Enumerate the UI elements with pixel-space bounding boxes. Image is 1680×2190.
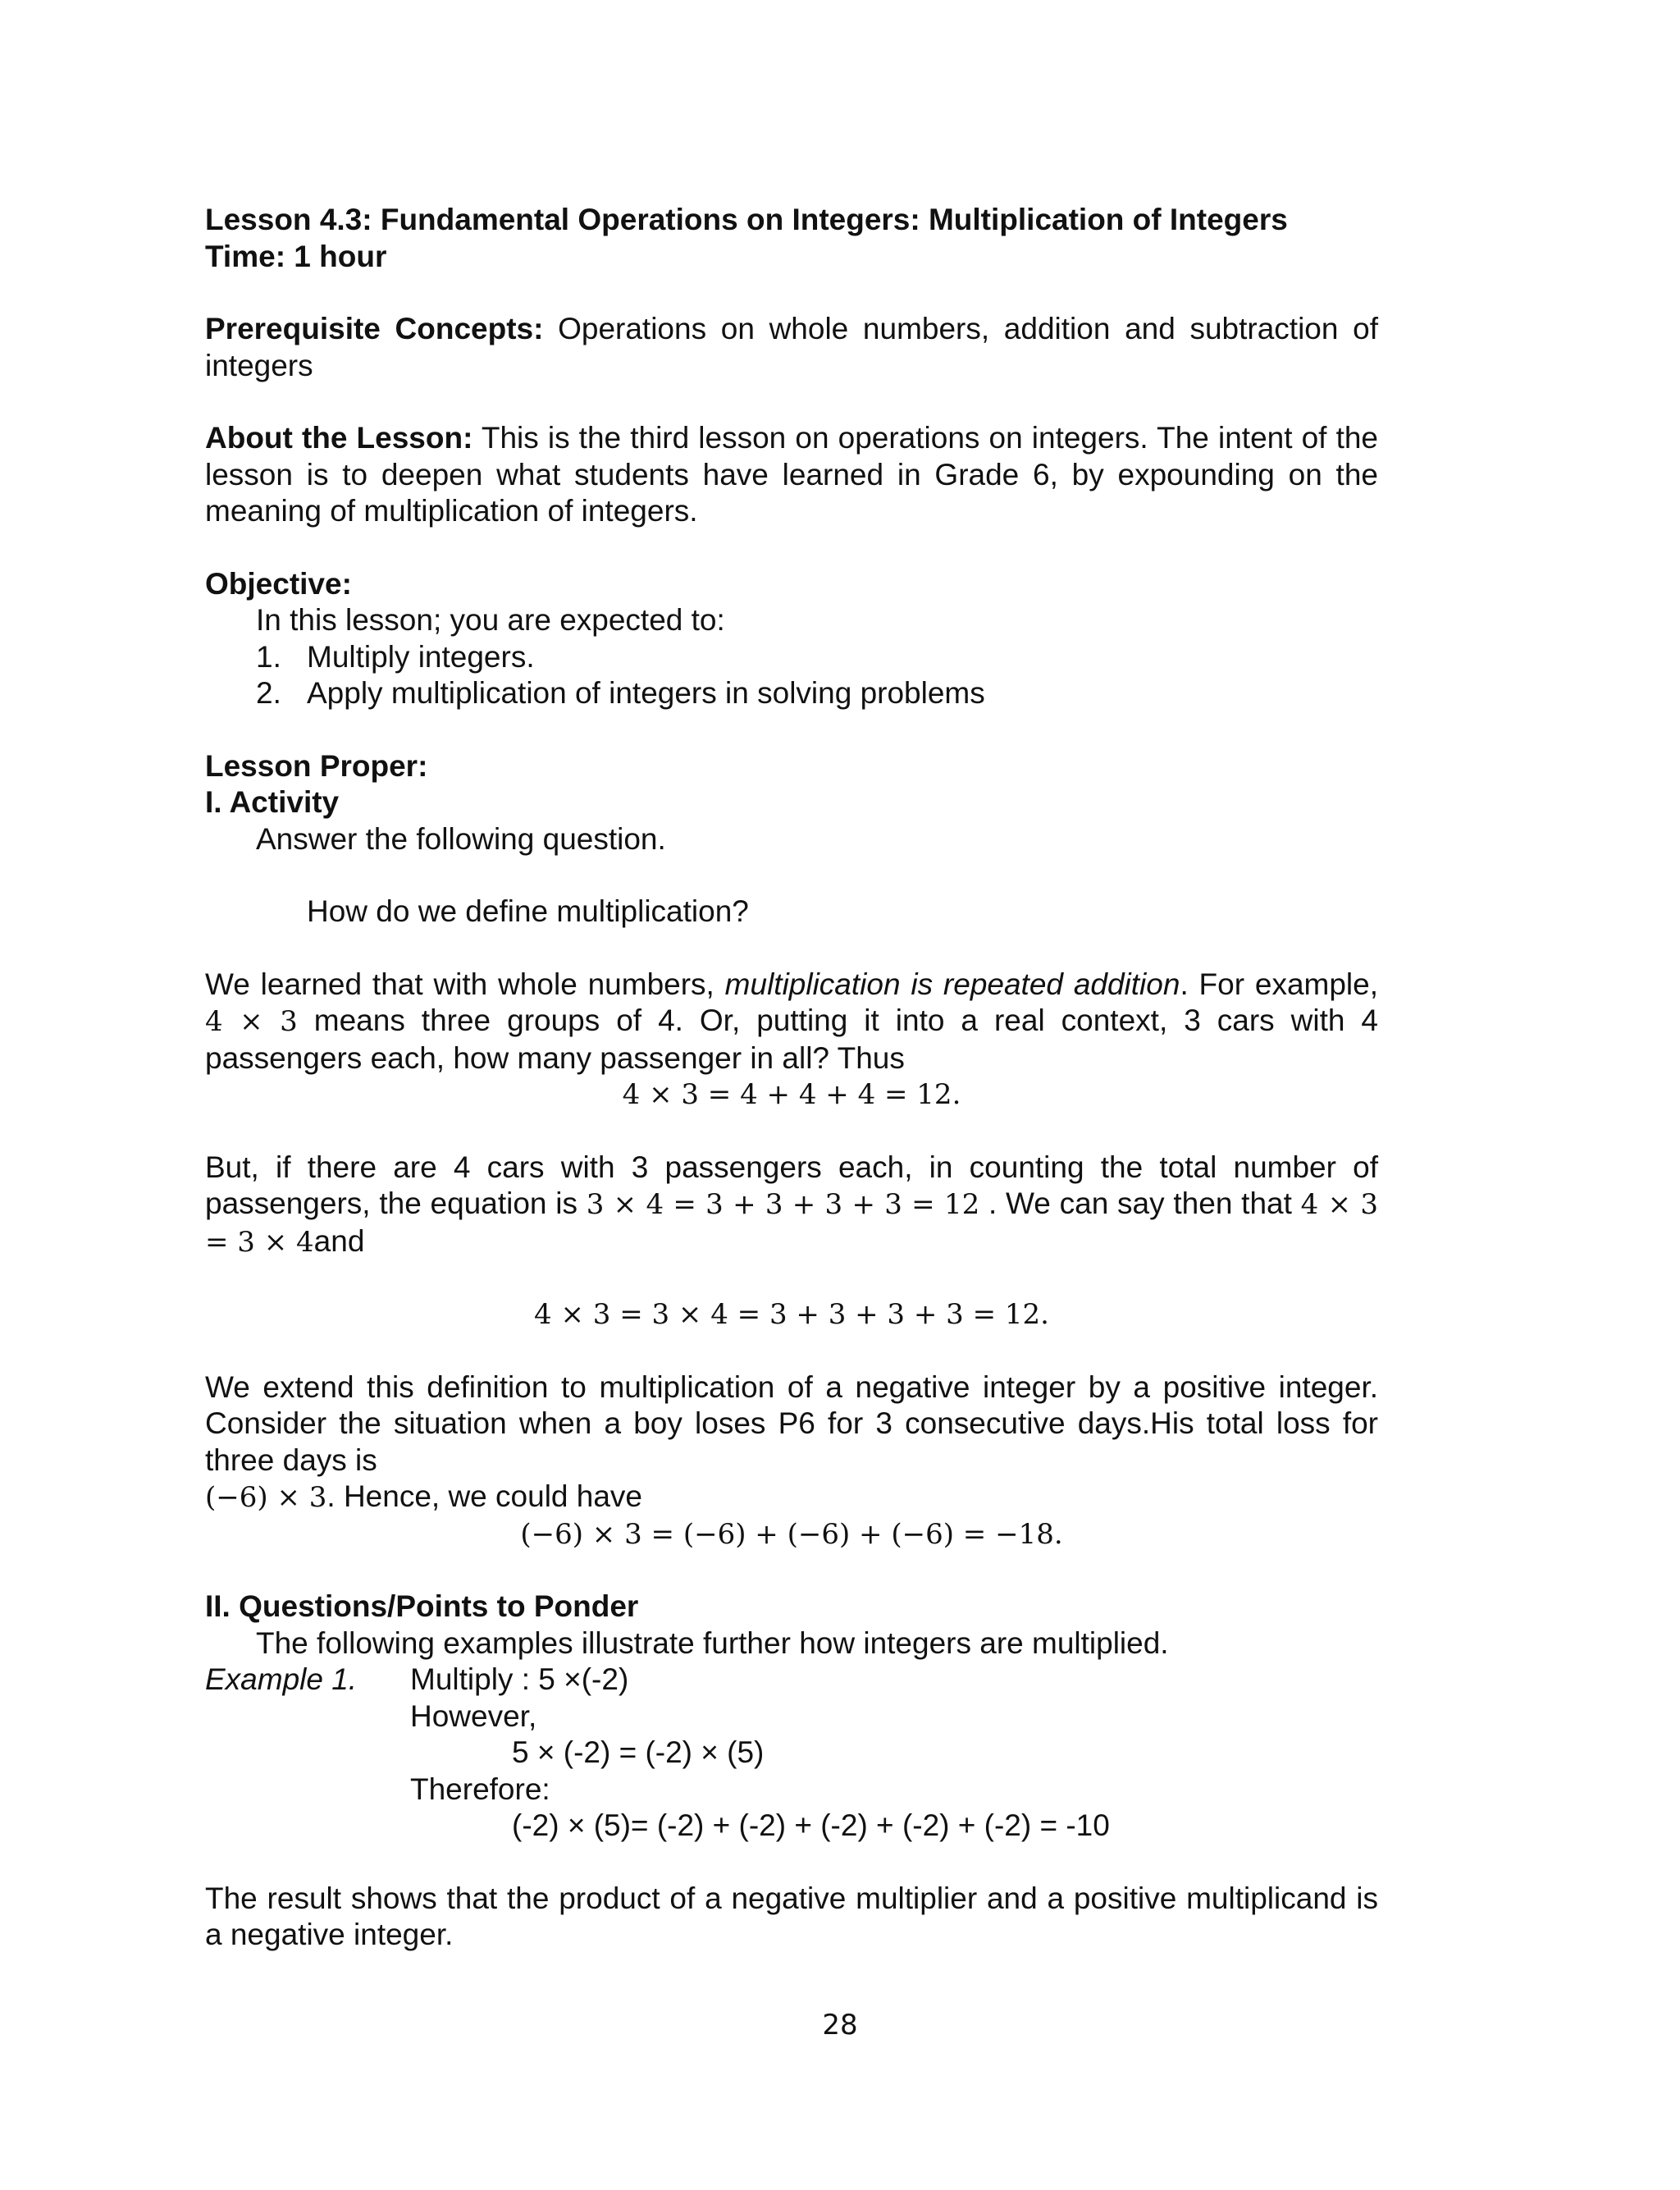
equation-1: 4 × 3 = 4 + 4 + 4 = 12. [622,1078,961,1111]
example-equation-b: (-2) × (5)= (-2) + (-2) + (-2) + (-2) + (-2) = -10 [512,1808,1110,1842]
about-label: About the Lesson: [205,421,473,455]
paragraph-text: We learned that with whole numbers, [205,967,725,1001]
lesson-title: Lesson 4.3: Fundamental Operations on Integers: Multiplication of Integers [205,203,1288,236]
equation-2: 4 × 3 = 3 × 4 = 3 + 3 + 3 + 3 = 12. [534,1298,1049,1331]
however-text: However, [410,1699,537,1733]
hence-paragraph [205,1479,1378,1516]
list-item-text: Multiply integers. [307,639,535,674]
conclusion-paragraph: The result shows that the product of a negative multiplier and a positive multiplicand is a negative integer. [205,1881,1378,1951]
prerequisite-text: Operations on whole numbers, addition and subtraction of integers [205,312,1378,382]
questions-intro: The following examples illustrate further how integers are multiplied. [256,1625,1169,1660]
equation-3: (−6) × 3 = (−6) + (−6) + (−6) = −18. [520,1517,1063,1551]
example-row [205,1662,1378,1699]
repeated-addition-paragraph [205,967,1378,1077]
math-inline: 4 × 3 [205,1005,298,1038]
list-item [256,675,1378,712]
italic-definition: multiplication is repeated addition [724,967,1180,1001]
page-number: 28 [822,2009,858,2041]
activity-question: How do we define multiplication? [307,894,749,928]
objective-intro: In this lesson; you are expected to: [256,603,725,637]
example-task: Multiply : 5 ×(-2) [410,1662,629,1696]
activity-heading: I. Activity [205,785,340,819]
negative-extension-paragraph: We extend this definition to multiplication of a negative integer by a positive integer. Consider the situation when a boy loses P6 for 3 consecutive days.His total loss for three days is [205,1369,1378,1477]
example-label: Example 1. [205,1662,358,1696]
commutative-paragraph [205,1150,1378,1261]
prerequisite-label: Prerequisite Concepts: [205,312,544,345]
example-equation-a: 5 × (-2) = (-2) × (5) [512,1735,765,1769]
about-text: This is the third lesson on operations on integers. The intent of the lesson is to deepen what students have learned in Grade 6, by expounding on the meaning of multiplication of integers. [205,421,1379,528]
therefore-text: Therefore: [410,1772,550,1806]
lesson-proper-heading: Lesson Proper: [205,748,428,783]
paragraph-text: . We can say then that [979,1186,1301,1220]
lesson-time: Time: 1 hour [205,239,387,273]
paragraph-text: But, if there are 4 cars with 3 passengers each, in counting the total number of passengers, the equation is [205,1150,1378,1220]
math-inline: 4 × 3 = 3 × 4 [205,1188,1378,1259]
list-item [256,639,1378,676]
document-page [205,202,1378,1954]
objective-heading: Objective: [205,566,352,601]
math-inline: 3 × 4 = 3 + 3 + 3 + 3 = 12 [586,1188,980,1221]
list-item-text: Apply multiplication of integers in solving problems [307,676,985,710]
questions-heading: II. Questions/Points to Ponder [205,1589,639,1623]
prerequisite-paragraph [205,311,1378,384]
list-item-number: 1. [256,639,281,674]
math-inline: (−6) × 3 [205,1481,327,1514]
paragraph-text: . Hence, we could have [326,1479,643,1513]
activity-instruction: Answer the following question. [256,821,666,856]
list-item-number: 2. [256,676,281,710]
objective-list [205,639,1378,712]
paragraph-text: and [313,1223,365,1258]
about-paragraph [205,420,1378,530]
paragraph-text: means three groups of 4. Or, putting it into a real context, 3 cars with 4 passengers each, how many passenger in all? Thus [205,1004,1378,1075]
paragraph-text: . For example, [1180,967,1379,1001]
